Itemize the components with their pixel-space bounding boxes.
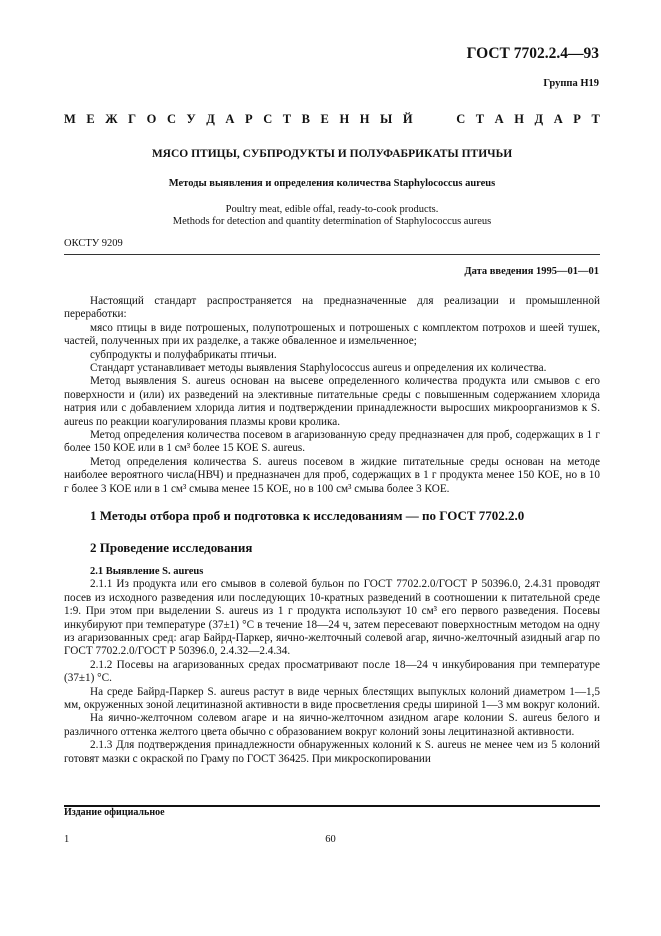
banner-letter: А	[553, 112, 563, 126]
banner-letter: Ж	[105, 112, 118, 126]
paragraph: 2.1.3 Для подтверждения принадлежности обнаруженных колоний к S. aureus не менее чем из 5 колоний готовят мазки с окраской по Граму по ГОСТ 36425. При микроскопировании	[64, 739, 600, 765]
okstu-code: ОКСТУ 9209	[64, 238, 123, 249]
effective-date: Дата введения 1995—01—01	[464, 266, 599, 277]
english-title	[64, 204, 600, 228]
paragraph: 2.1.1 Из продукта или его смывов в солевой бульон по ГОСТ 7702.2.0/ГОСТ Р 50396.0, 2.4.31 проводят посев из исходного разведения или последующих 10-кратных разведений в соотношении к питательной среде 1:9. При этом при выделении S. aureus из 1 г продукта используют 10 см³ его первого разведения. Посевы инкубируют при температуре (37±1) °С в течение 18—24 ч, затем пересевают поверхностным методом на одну из агаризованных сред: агар Байрд-Паркер, яично-желточный солевой агар, яично-желточный азидный агар по ГОСТ 7702.2.0/ГОСТ Р 50396.0, 2.4.32—2.4.34.	[64, 578, 600, 658]
banner-letter	[440, 112, 446, 127]
paragraph: Настоящий стандарт распространяется на предназначенные для реализации и промышленной переработки:	[64, 295, 600, 321]
page-number: 60	[325, 834, 336, 845]
paragraph: мясо птицы в виде потрошеных, полупотрошеных и потрошеных с комплектом потрохов и шеей тушек, частей, полученных при их разделке, а также обваленное и измельченное;	[64, 321, 600, 348]
banner-letter: О	[146, 112, 157, 126]
banner-letter: У	[186, 112, 196, 126]
group-code: Группа Н19	[543, 78, 599, 89]
paragraph: Метод определения количества посевом в агаризованную среду предназначен для проб, содержащих в 1 г более 150 КОЕ или в 1 см³ более 15 КОЕ S. aureus.	[64, 429, 600, 455]
sheet-number: 1	[64, 834, 70, 845]
banner-letter: Д	[534, 112, 544, 126]
banner-letter: Н	[339, 112, 350, 126]
banner-letter: Н	[359, 112, 370, 126]
interstate-standard-banner	[64, 112, 600, 127]
banner-letter: В	[301, 112, 310, 126]
subsection-heading: 2.1 Выявление S. aureus	[90, 566, 204, 577]
banner-letter: Е	[86, 112, 95, 126]
banner-letter: Р	[245, 112, 253, 126]
edition-note: Издание официальное	[64, 807, 165, 818]
standard-number: ГОСТ 7702.2.4—93	[466, 45, 599, 62]
banner-letter: М	[64, 112, 76, 126]
banner-letter: С	[263, 112, 273, 126]
paragraph: субпродукты и полуфабрикаты птичьи.	[90, 348, 277, 361]
section-heading: 1 Методы отбора проб и подготовка к исследованиям — по ГОСТ 7702.2.0	[90, 508, 525, 523]
paragraph: Метод определения количества S. aureus посевом в жидкие питательные среды основан на методе наиболее вероятного числа(НВЧ) и предназначен для проб, содержащих в 1 г продукта менее 150 КОЕ, но в 10 г более 3 КОЕ или в 1 см³ смыва менее 15 КОЕ, но в 100 см³ смыва более 3 КОЕ.	[64, 455, 600, 495]
banner-letter: С	[166, 112, 176, 126]
banner-letter: Е	[320, 112, 329, 126]
section-heading: 2 Проведение исследования	[90, 540, 253, 555]
intro-text	[64, 295, 600, 496]
banner-letter: Р	[573, 112, 581, 126]
paragraph: На яично-желточном солевом агаре и на яично-желточном азидном агаре колонии S. aureus белого и различного оттенка желтого цвета обычно с образованием вокруг колоний зоны лецитиназной активности.	[64, 712, 600, 738]
banner-letter: Ы	[380, 112, 393, 126]
english-title-line: Methods for detection and quantity determination of Staphylococcus aureus	[172, 216, 492, 227]
banner-letter: Т	[591, 112, 600, 126]
paragraph: 2.1.2 Посевы на агаризованных средах просматривают после 18—24 ч инкубирования при температуре (37±1) °С.	[64, 658, 600, 685]
banner-letter: Г	[128, 112, 137, 126]
banner-letter	[423, 112, 429, 127]
document-title: МЯСО ПТИЦЫ, СУБПРОДУКТЫ И ПОЛУФАБРИКАТЫ ПТИЧЬИ	[151, 148, 513, 160]
banner-letter: Т	[282, 112, 292, 126]
banner-letter: Н	[514, 112, 524, 126]
paragraph: Стандарт устанавливает методы выявления Staphylococcus aureus и определения их количества.	[90, 362, 547, 375]
paragraph: Метод выявления S. aureus основан на высеве определенного количества продукта или смывов с его поверхности и (или) их разведений на элективные питательные среды с повышенным содержанием хлорида натрия или с добавлением хлорида лития и подтверждении принадлежности выросших микроорганизмов к S. aureus по реакции коагулирования плазмы крови кролика.	[64, 375, 600, 428]
paragraph: На среде Байрд-Паркер S. aureus растут в виде черных блестящих выпуклых колоний диаметром 1—1,5 мм, окруженных зоной лецитиназной активности в виде просветления среды шириной 1—3 мм вокруг колоний.	[64, 685, 600, 712]
banner-letter: А	[494, 112, 504, 126]
document-subtitle: Методы выявления и определения количества Staphylococcus aureus	[168, 178, 496, 189]
banner-letter: Й	[402, 112, 413, 126]
banner-letter: Д	[206, 112, 215, 126]
banner-letter: С	[456, 112, 466, 126]
banner-letter: Т	[475, 112, 485, 126]
divider	[64, 254, 600, 255]
banner-letter: А	[225, 112, 235, 126]
section-text	[64, 565, 600, 766]
english-title-line: Poultry meat, edible offal, ready-to-cook products.	[225, 204, 439, 215]
